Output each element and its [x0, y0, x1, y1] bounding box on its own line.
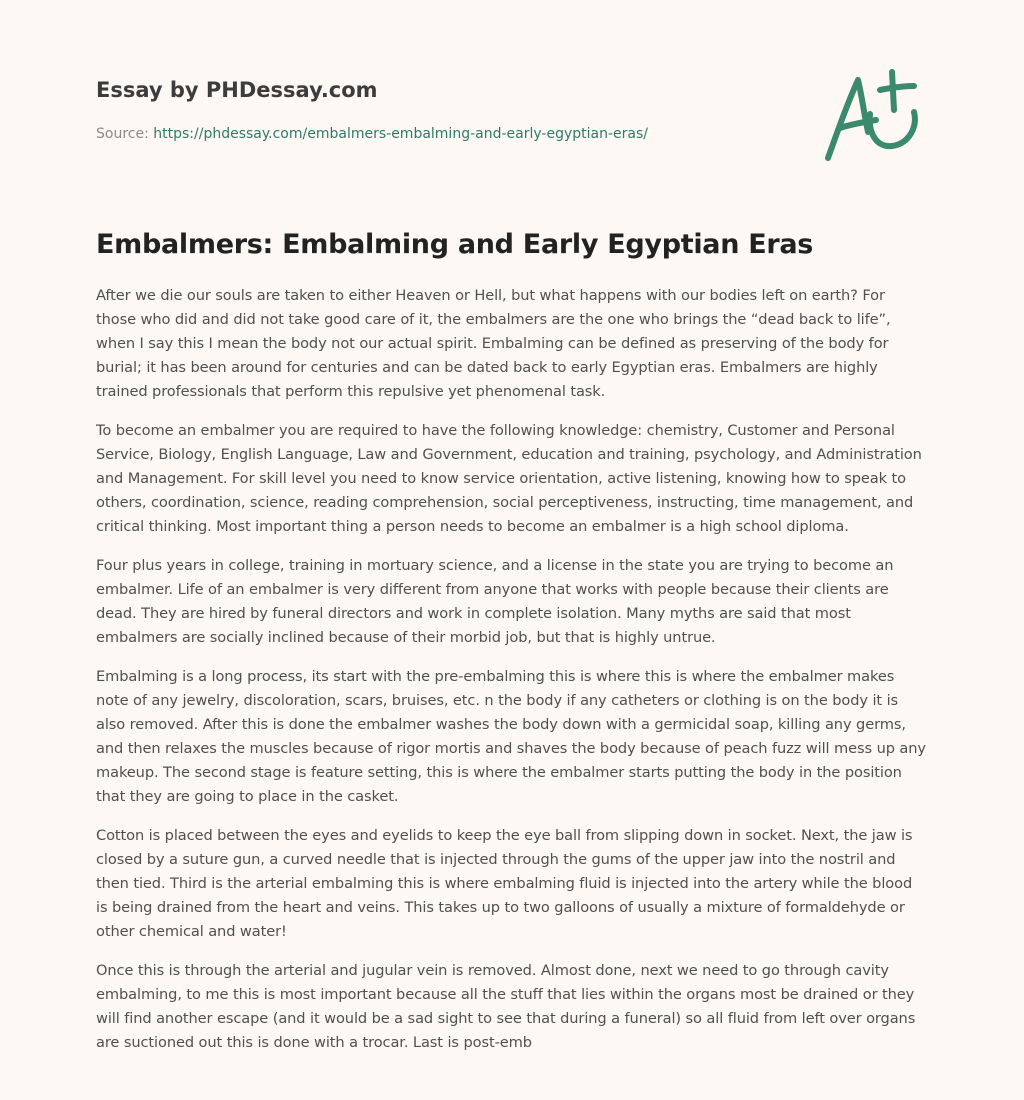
page-header — [96, 76, 796, 144]
source-line — [96, 124, 796, 144]
essay-paragraph: Four plus years in college, training in mortuary science, and a license in the state you are trying to become an embalmer. Life of an embalmer is very different from anyone that works with people because their clients are dead. They are hired by funeral directors and work in complete isolation. Many myths are said that most embalmers are socially inclined because of their morbid job, but that is highly untrue. — [96, 557, 894, 646]
source-label: Source: — [96, 126, 149, 142]
a-plus-grade-icon — [818, 66, 930, 166]
source-link[interactable]: https://phdessay.com/embalmers-embalming-and-early-egyptian-eras/ — [153, 126, 648, 142]
site-title: Essay by PHDessay.com — [96, 78, 378, 102]
essay-article — [96, 226, 928, 1070]
essay-paragraph: After we die our souls are taken to either Heaven or Hell, but what happens with our bodies left on earth? For those who did and did not take good care of it, the embalmers are the one who brings the “dead back to life”, when I say this I mean the body not our actual spirit. Embalming can be defined as preserving of the body for burial; it has been around for centuries and can be dated back to early Egyptian eras. Embalmers are highly trained professionals that perform this repulsive yet phenomenal task. — [96, 287, 891, 400]
essay-paragraph: Once this is through the arterial and jugular vein is removed. Almost done, next we need to go through cavity embalming, to me this is most important because all the stuff that lies within the organs most be drained or they will find another escape (and it would be a sad sight to see that during a funeral) so all fluid from left over organs are suctioned out this is done with a trocar. Last is post-emb — [96, 962, 916, 1051]
essay-paragraph: To become an embalmer you are required to have the following knowledge: chemistry, Customer and Personal Service, Biology, English Language, Law and Government, education and training, psychology, and Administration and Management. For skill level you need to know service orientation, active listening, knowing how to speak to others, coordination, science, reading comprehension, social perceptiveness, instructing, time management, and critical thinking. Most important thing a person needs to become an embalmer is a high school diploma. — [96, 422, 922, 535]
essay-paragraph: Cotton is placed between the eyes and eyelids to keep the eye ball from slipping down in socket. Next, the jaw is closed by a suture gun, a curved needle that is injected through the gums of the upper jaw into the nostril and then tied. Third is the arterial embalming this is where embalming fluid is injected into the artery while the blood is being drained from the heart and veins. This takes up to two galloons of usually a mixture of formaldehyde or other chemical and water! — [96, 827, 913, 940]
essay-title: Embalmers: Embalming and Early Egyptian Eras — [96, 229, 814, 260]
essay-paragraph: Embalming is a long process, its start with the pre-embalming this is where this is where the embalmer makes note of any jewelry, discoloration, scars, bruises, etc. n the body if any catheters or clothing is on the body it is also removed. After this is done the embalmer washes the body down with a germicidal soap, killing any germs, and then relaxes the muscles because of rigor mortis and shaves the body because of peach fuzz will mess up any makeup. The second stage is feature setting, this is where the embalmer starts putting the body in the position that they are going to place in the casket. — [96, 668, 926, 805]
